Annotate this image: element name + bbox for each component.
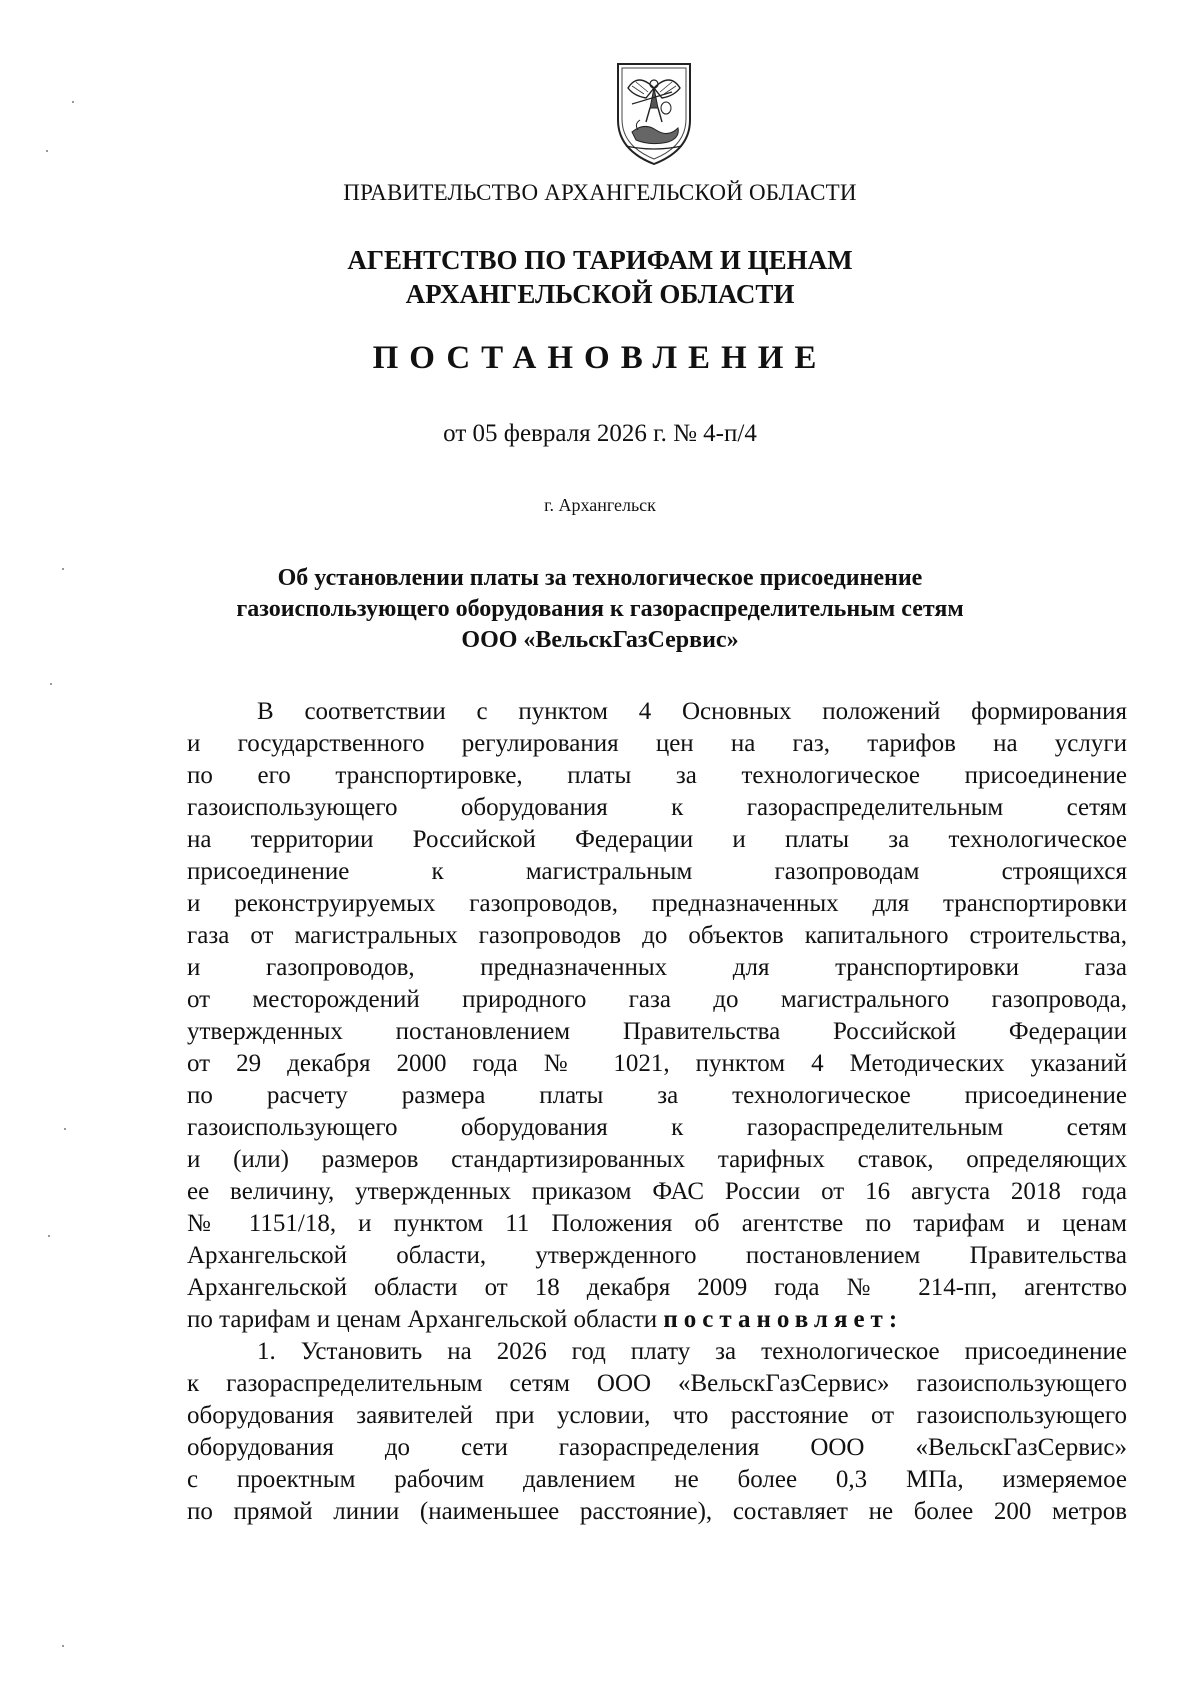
body-line: и (или) размеров стандартизированных тарифных ставок, определяющих	[187, 1146, 1127, 1173]
body-line: № 1151/18, и пунктом 11 Положения об агентстве по тарифам и ценам	[187, 1210, 1127, 1237]
body-line: на территории Российской Федерации и платы за технологическое	[187, 826, 1127, 853]
scan-speck	[50, 683, 52, 685]
body-line: ее величину, утвержденных приказом ФАС России от 16 августа 2018 года	[187, 1178, 1127, 1205]
body-line: Архангельской области от 18 декабря 2009 года № 214-пп, агентство	[187, 1274, 1127, 1301]
document-number: от 05 февраля 2026 г. № 4-п/4	[443, 420, 757, 447]
body-line: по расчету размера платы за технологическое присоединение	[187, 1082, 1127, 1109]
document-subject	[0, 563, 1200, 656]
government-title: ПРАВИТЕЛЬСТВО АРХАНГЕЛЬСКОЙ ОБЛАСТИ	[343, 180, 857, 205]
body-line: газоиспользующего оборудования к газораспределительным сетям	[187, 1114, 1127, 1141]
agency-title	[0, 243, 1200, 311]
resolve-word: постановляет:	[663, 1306, 904, 1333]
body-line: оборудования заявителей при условии, что расстояние от газоиспользующего	[187, 1402, 1127, 1429]
body-line-resolve-text: по тарифам и ценам Архангельской области	[187, 1306, 664, 1333]
scan-speck	[64, 1128, 66, 1130]
body-line: В соответствии с пунктом 4 Основных положений формирования	[257, 698, 1127, 725]
body-line: утвержденных постановлением Правительства Российской Федерации	[187, 1018, 1127, 1045]
body-line: с проектным рабочим давлением не более 0,3 МПа, измеряемое	[187, 1466, 1127, 1493]
scan-speck	[62, 1645, 64, 1647]
subject-line-1: Об установлении платы за технологическое присоединение	[277, 565, 923, 591]
scan-speck	[46, 150, 48, 152]
body-line: присоединение к магистральным газопроводам строящихся	[187, 858, 1127, 885]
body-line: и реконструируемых газопроводов, предназначенных для транспортировки	[187, 890, 1127, 917]
agency-title-line-1: АГЕНТСТВО ПО ТАРИФАМ И ЦЕНАМ	[347, 245, 853, 275]
subject-line-3: ООО «ВельскГазСервис»	[461, 627, 739, 653]
agency-title-line-2: АРХАНГЕЛЬСКОЙ ОБЛАСТИ	[405, 279, 795, 309]
subject-line-2: газоиспользующего оборудования к газораспределительным сетям	[236, 596, 964, 622]
body-line: Архангельской области, утвержденного постановлением Правительства	[187, 1242, 1127, 1269]
body-line: и газопроводов, предназначенных для транспортировки газа	[187, 954, 1127, 981]
body-line: от 29 декабря 2000 года № 1021, пунктом 4 Методических указаний	[187, 1050, 1127, 1077]
body-line: 1. Установить на 2026 год плату за технологическое присоединение	[257, 1338, 1127, 1365]
body-line: оборудования до сети газораспределения ООО «ВельскГазСервис»	[187, 1434, 1127, 1461]
document-type: ПОСТАНОВЛЕНИЕ	[372, 340, 828, 376]
body-line-resolve	[187, 1304, 1127, 1336]
scan-speck	[62, 568, 64, 570]
body-line: газа от магистральных газопроводов до объектов капитального строительства,	[187, 922, 1127, 949]
body-line: от месторождений природного газа до магистрального газопровода,	[187, 986, 1127, 1013]
body-line: газоиспользующего оборудования к газораспределительным сетям	[187, 794, 1127, 821]
scan-speck	[72, 101, 74, 103]
coat-of-arms-emblem	[610, 58, 698, 168]
body-line: и государственного регулирования цен на газ, тарифов на услуги	[187, 730, 1127, 757]
body-line: по его транспортировке, платы за технологическое присоединение	[187, 762, 1127, 789]
body-line: к газораспределительным сетям ООО «ВельскГазСервис» газоиспользующего	[187, 1370, 1127, 1397]
document-city: г. Архангельск	[544, 495, 656, 515]
document-body	[187, 696, 1127, 1528]
body-line: по прямой линии (наименьшее расстояние), составляет не более 200 метров	[187, 1498, 1127, 1525]
scan-speck	[48, 1235, 50, 1237]
